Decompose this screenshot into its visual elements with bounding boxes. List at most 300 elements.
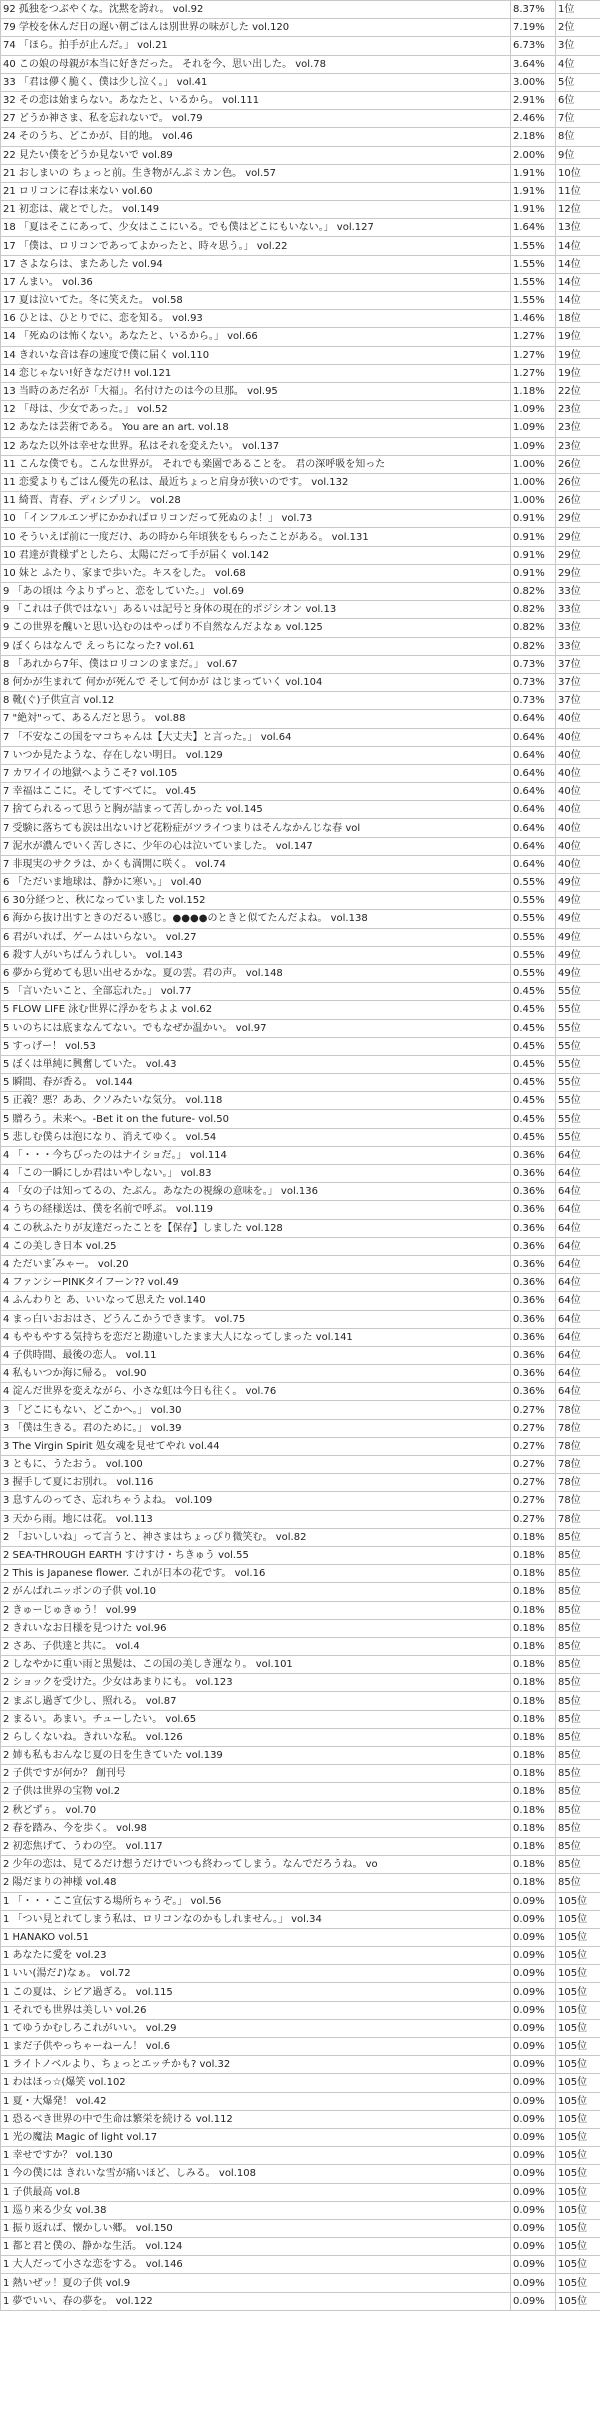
table-row — [1, 746, 600, 764]
row-percent: 0.36% — [511, 1146, 556, 1164]
row-percent: 2.00% — [511, 146, 556, 164]
row-title: 5 悲しむ僕らは泡になり、消えてゆく。 vol.54 — [1, 1128, 511, 1146]
row-rank: 55位 — [556, 1074, 600, 1092]
table-row — [1, 1819, 600, 1837]
table-row — [1, 655, 600, 673]
table-row — [1, 2001, 600, 2019]
table-row — [1, 983, 600, 1001]
row-percent: 1.27% — [511, 328, 556, 346]
row-rank: 19位 — [556, 364, 600, 382]
row-title: 17 んまい。 vol.36 — [1, 273, 511, 291]
row-title: 3 「僕は生きる。君のために。」 vol.39 — [1, 1419, 511, 1437]
row-percent: 1.91% — [511, 201, 556, 219]
row-title: 14 恋じゃない!好きなだけ!! vol.121 — [1, 364, 511, 382]
table-row — [1, 346, 600, 364]
table-row — [1, 182, 600, 200]
row-rank: 64位 — [556, 1365, 600, 1383]
table-row — [1, 146, 600, 164]
row-title: 5 すっげー！ vol.53 — [1, 1037, 511, 1055]
row-percent: 0.64% — [511, 746, 556, 764]
row-title: 6 海から抜け出すときのだるい感じ。●●●●のときと似てたんだよね。 vol.138 — [1, 910, 511, 928]
row-percent: 0.55% — [511, 946, 556, 964]
table-row — [1, 1492, 600, 1510]
table-row — [1, 1528, 600, 1546]
row-rank: 29位 — [556, 510, 600, 528]
row-percent: 1.27% — [511, 364, 556, 382]
row-percent: 0.36% — [511, 1346, 556, 1364]
row-rank: 11位 — [556, 182, 600, 200]
table-row — [1, 1928, 600, 1946]
row-title: 16 ひとは、ひとりでに、恋を知る。 vol.93 — [1, 310, 511, 328]
row-title: 11 綺晋、青春、ディシプリン。 vol.28 — [1, 492, 511, 510]
row-percent: 0.09% — [511, 2219, 556, 2237]
table-row — [1, 364, 600, 382]
row-rank: 64位 — [556, 1274, 600, 1292]
row-percent: 1.18% — [511, 382, 556, 400]
table-row — [1, 1601, 600, 1619]
row-percent: 0.09% — [511, 1910, 556, 1928]
row-title: 7 幸福はここに。そしてすべてに。 vol.45 — [1, 783, 511, 801]
table-row — [1, 673, 600, 691]
row-percent: 0.09% — [511, 2256, 556, 2274]
row-title: 2 きゅーじゅきゅう！ vol.99 — [1, 1601, 511, 1619]
row-rank: 105位 — [556, 1892, 600, 1910]
row-title: 2 ショックを受けた。少女はあまりにも。 vol.123 — [1, 1674, 511, 1692]
row-rank: 19位 — [556, 328, 600, 346]
table-row — [1, 1692, 600, 1710]
row-rank: 55位 — [556, 1019, 600, 1037]
row-title: 8 「あれから7年、僕はロリコンのままだ。」 vol.67 — [1, 655, 511, 673]
table-row — [1, 1747, 600, 1765]
table-row — [1, 382, 600, 400]
table-row — [1, 419, 600, 437]
row-title: 21 ロリコンに春は来ない vol.60 — [1, 182, 511, 200]
row-title: 5 いのちには底まなんてない。でもなぜか温かい。 vol.97 — [1, 1019, 511, 1037]
row-rank: 64位 — [556, 1346, 600, 1364]
row-percent: 0.18% — [511, 1565, 556, 1583]
table-row — [1, 473, 600, 491]
table-row — [1, 1292, 600, 1310]
row-title: 4 「この一瞬にしか君はいやしない。」 vol.83 — [1, 1165, 511, 1183]
row-percent: 0.27% — [511, 1456, 556, 1474]
row-percent: 3.64% — [511, 55, 556, 73]
row-percent: 0.45% — [511, 1037, 556, 1055]
row-percent: 1.55% — [511, 255, 556, 273]
row-percent: 0.45% — [511, 1128, 556, 1146]
table-row — [1, 946, 600, 964]
row-title: 4 「・・・今ちびったのはナイショだ。」 vol.114 — [1, 1146, 511, 1164]
row-title: 2 子供は世界の宝物 vol.2 — [1, 1783, 511, 1801]
table-row — [1, 2128, 600, 2146]
table-row — [1, 1310, 600, 1328]
row-title: 1 「つい見とれてしまう私は、ロリコンなのかもしれません。」 vol.34 — [1, 1910, 511, 1928]
row-percent: 0.73% — [511, 655, 556, 673]
row-rank: 105位 — [556, 2292, 600, 2310]
table-row — [1, 1783, 600, 1801]
table-row — [1, 710, 600, 728]
row-title: 9 ぼくらはなんで えっちになった? vol.61 — [1, 637, 511, 655]
row-percent: 1.55% — [511, 237, 556, 255]
table-row — [1, 1656, 600, 1674]
row-rank: 85位 — [556, 1619, 600, 1637]
row-title: 5 「言いたいこと、全部忘れた。」 vol.77 — [1, 983, 511, 1001]
row-rank: 85位 — [556, 1546, 600, 1564]
row-rank: 14位 — [556, 292, 600, 310]
row-percent: 0.36% — [511, 1365, 556, 1383]
row-title: 10 そういえば前に一度だけ、あの時から年頃狭をもらったことがある。 vol.131 — [1, 528, 511, 546]
row-percent: 0.45% — [511, 1110, 556, 1128]
row-percent: 0.27% — [511, 1492, 556, 1510]
table-row — [1, 2183, 600, 2201]
table-row — [1, 1037, 600, 1055]
row-title: 5 正義？悪？ああ、クソみたいな気分。 vol.118 — [1, 1092, 511, 1110]
row-rank: 64位 — [556, 1255, 600, 1273]
row-rank: 105位 — [556, 1928, 600, 1946]
row-title: 1 熱いぜッ！夏の子供 vol.9 — [1, 2274, 511, 2292]
table-row — [1, 1, 600, 19]
row-title: 1 振り返れば、懐かしい郷。 vol.150 — [1, 2219, 511, 2237]
table-row — [1, 2201, 600, 2219]
row-rank: 19位 — [556, 346, 600, 364]
table-row — [1, 801, 600, 819]
row-title: 1 ライトノベルより、ちょっとエッチかも? vol.32 — [1, 2056, 511, 2074]
row-rank: 78位 — [556, 1492, 600, 1510]
table-row — [1, 1546, 600, 1564]
row-rank: 3位 — [556, 37, 600, 55]
row-title: 9 「これは子供ではない」あるいは記号と身体の現在的ポジシオン vol.13 — [1, 601, 511, 619]
row-title: 79 学校を休んだ日の遅い朝ごはんは別世界の味がした vol.120 — [1, 19, 511, 37]
row-percent: 0.09% — [511, 2110, 556, 2128]
row-percent: 0.36% — [511, 1255, 556, 1273]
row-title: 12 あなた以外は幸せな世界。私はそれを変えたい。 vol.137 — [1, 437, 511, 455]
table-row — [1, 1365, 600, 1383]
row-percent: 0.09% — [511, 1892, 556, 1910]
row-percent: 0.18% — [511, 1837, 556, 1855]
row-percent: 8.37% — [511, 1, 556, 19]
row-rank: 64位 — [556, 1237, 600, 1255]
row-rank: 18位 — [556, 310, 600, 328]
row-title: 10 君達が貴様ずとしたら、太陽にだって手が届く vol.142 — [1, 546, 511, 564]
row-percent: 0.18% — [511, 1747, 556, 1765]
row-percent: 1.09% — [511, 419, 556, 437]
row-percent: 0.64% — [511, 710, 556, 728]
row-percent: 0.45% — [511, 1001, 556, 1019]
table-row — [1, 1565, 600, 1583]
table-row — [1, 1947, 600, 1965]
row-rank: 13位 — [556, 219, 600, 237]
row-percent: 0.09% — [511, 2056, 556, 2074]
table-row — [1, 2092, 600, 2110]
row-percent: 0.09% — [511, 2147, 556, 2165]
row-title: 4 まっ白いおおはさ、どうんこかうできます。 vol.75 — [1, 1310, 511, 1328]
table-row — [1, 2219, 600, 2237]
row-rank: 85位 — [556, 1637, 600, 1655]
table-row — [1, 1346, 600, 1364]
table-row — [1, 455, 600, 473]
row-rank: 49位 — [556, 910, 600, 928]
row-title: 2 らしくないね。きれいな私。 vol.126 — [1, 1728, 511, 1746]
row-percent: 0.09% — [511, 2038, 556, 2056]
row-percent: 0.27% — [511, 1437, 556, 1455]
row-title: 6 夢から覚めても思い出せるかな。夏の雲。君の声。 vol.148 — [1, 964, 511, 982]
table-row — [1, 1965, 600, 1983]
row-rank: 55位 — [556, 1110, 600, 1128]
row-title: 2 秋どずぅ。 vol.70 — [1, 1801, 511, 1819]
row-percent: 0.82% — [511, 619, 556, 637]
row-title: 1 この夏は、シビア過ぎる。 vol.115 — [1, 1983, 511, 2001]
row-percent: 0.36% — [511, 1219, 556, 1237]
table-row — [1, 1474, 600, 1492]
row-percent: 0.09% — [511, 2019, 556, 2037]
row-title: 2 春を踏み、今を歩く。 vol.98 — [1, 1819, 511, 1837]
table-row — [1, 764, 600, 782]
table-row — [1, 437, 600, 455]
row-rank: 105位 — [556, 2147, 600, 2165]
row-percent: 0.55% — [511, 874, 556, 892]
row-rank: 78位 — [556, 1510, 600, 1528]
row-title: 2 子供ですが何か？ 創刊号 — [1, 1765, 511, 1783]
row-percent: 1.46% — [511, 310, 556, 328]
row-title: 2 がんばれニッポンの子供 vol.10 — [1, 1583, 511, 1601]
row-percent: 0.18% — [511, 1765, 556, 1783]
table-row — [1, 2238, 600, 2256]
row-percent: 0.64% — [511, 728, 556, 746]
row-rank: 37位 — [556, 655, 600, 673]
row-rank: 85位 — [556, 1801, 600, 1819]
row-title: 3 「どこにもない、どこかへ。」 vol.30 — [1, 1401, 511, 1419]
row-title: 74 「ほら。拍手が止んだ。」 vol.21 — [1, 37, 511, 55]
row-percent: 1.00% — [511, 455, 556, 473]
row-title: 1 巡り来る少女 vol.38 — [1, 2201, 511, 2219]
table-row — [1, 55, 600, 73]
row-rank: 105位 — [556, 1910, 600, 1928]
table-row — [1, 546, 600, 564]
row-rank: 37位 — [556, 673, 600, 691]
row-percent: 0.55% — [511, 892, 556, 910]
row-percent: 0.09% — [511, 1947, 556, 1965]
row-title: 1 夏・大爆発！ vol.42 — [1, 2092, 511, 2110]
row-title: 10 「インフルエンザにかかればロリコンだって死ぬのよ！」 vol.73 — [1, 510, 511, 528]
table-row — [1, 1419, 600, 1437]
row-percent: 0.55% — [511, 928, 556, 946]
row-title: 5 FLOW LIFE 泳む世界に浮かをちよよ vol.62 — [1, 1001, 511, 1019]
table-row — [1, 601, 600, 619]
row-percent: 0.64% — [511, 855, 556, 873]
table-row — [1, 110, 600, 128]
row-title: 33 「君は儚く脆く、僕は少し泣く。」 vol.41 — [1, 73, 511, 91]
row-percent: 0.09% — [511, 1965, 556, 1983]
row-title: 40 この娘の母親が本当に好きだった。 それを今、思い出した。 vol.78 — [1, 55, 511, 73]
row-percent: 0.09% — [511, 2092, 556, 2110]
row-title: 13 当時のあだ名が「大福」。名付けたのは今の旦那。 vol.95 — [1, 382, 511, 400]
row-percent: 1.55% — [511, 292, 556, 310]
row-rank: 40位 — [556, 728, 600, 746]
row-rank: 105位 — [556, 2019, 600, 2037]
row-title: 18 「夏はそこにあって、少女はここにいる。でも僕はどこにもいない。」 vol.127 — [1, 219, 511, 237]
row-title: 32 その恋は始まらない。あなたと、いるから。 vol.111 — [1, 91, 511, 109]
table-row — [1, 1074, 600, 1092]
table-row — [1, 2274, 600, 2292]
row-title: 2 まるい。あまい。チューしたい。 vol.65 — [1, 1710, 511, 1728]
table-row — [1, 255, 600, 273]
row-title: 2 初恋焦げて、うわの空。 vol.117 — [1, 1837, 511, 1855]
row-percent: 3.00% — [511, 73, 556, 91]
row-title: 1 大人だって小さな恋をする。 vol.146 — [1, 2256, 511, 2274]
table-row — [1, 837, 600, 855]
row-percent: 0.45% — [511, 1019, 556, 1037]
row-percent: 1.91% — [511, 164, 556, 182]
row-percent: 0.18% — [511, 1728, 556, 1746]
row-rank: 33位 — [556, 619, 600, 637]
table-row — [1, 1383, 600, 1401]
row-rank: 105位 — [556, 2128, 600, 2146]
row-title: 2 「おいしいね」って言うと、神さまはちょっぴり微笑む。 vol.82 — [1, 1528, 511, 1546]
row-title: 7 泥水が濃んでいく苦しさに、少年の心は泣いていました。 vol.147 — [1, 837, 511, 855]
table-row — [1, 1456, 600, 1474]
table-row — [1, 1274, 600, 1292]
row-rank: 14位 — [556, 237, 600, 255]
row-rank: 85位 — [556, 1728, 600, 1746]
row-title: 8 何かが生まれて 何かが死んで そして何かが はじまっていく vol.104 — [1, 673, 511, 691]
row-title: 7 "絶対"って、あるんだと思う。 vol.88 — [1, 710, 511, 728]
row-rank: 105位 — [556, 2238, 600, 2256]
row-percent: 0.82% — [511, 583, 556, 601]
row-percent: 1.09% — [511, 437, 556, 455]
row-rank: 105位 — [556, 1965, 600, 1983]
row-percent: 0.09% — [511, 2183, 556, 2201]
row-rank: 29位 — [556, 564, 600, 582]
row-rank: 105位 — [556, 2056, 600, 2074]
table-row — [1, 1092, 600, 1110]
row-title: 3 The Virgin Spirit 処女魂を見せてやれ vol.44 — [1, 1437, 511, 1455]
table-row — [1, 328, 600, 346]
row-percent: 6.73% — [511, 37, 556, 55]
row-title: 11 こんな僕でも。こんな世界が。 それでも楽園であることを。 君の深呼吸を知った — [1, 455, 511, 473]
row-rank: 9位 — [556, 146, 600, 164]
row-rank: 78位 — [556, 1401, 600, 1419]
row-title: 7 カワイイの地獄へようこそ? vol.105 — [1, 764, 511, 782]
row-rank: 85位 — [556, 1710, 600, 1728]
row-percent: 0.91% — [511, 510, 556, 528]
row-percent: 0.18% — [511, 1819, 556, 1837]
row-title: 21 初恋は、歳とでした。 vol.149 — [1, 201, 511, 219]
table-row — [1, 1110, 600, 1128]
row-title: 7 「不安なこの国をマコちゃんは【大丈夫】と言った。」 vol.64 — [1, 728, 511, 746]
row-percent: 0.27% — [511, 1419, 556, 1437]
table-row — [1, 1146, 600, 1164]
row-rank: 64位 — [556, 1183, 600, 1201]
row-rank: 64位 — [556, 1201, 600, 1219]
row-percent: 0.36% — [511, 1165, 556, 1183]
table-row — [1, 1201, 600, 1219]
row-rank: 85位 — [556, 1747, 600, 1765]
row-rank: 29位 — [556, 546, 600, 564]
row-rank: 14位 — [556, 273, 600, 291]
table-row — [1, 964, 600, 982]
row-title: 92 孤独をつぶやくな。沈黙を誇れ。 vol.92 — [1, 1, 511, 19]
row-title: 4 「女の子は知ってるの、たぶん。あなたの視線の意味を。」 vol.136 — [1, 1183, 511, 1201]
row-title: 1 まだ子供やっちゃーねーん！ vol.6 — [1, 2038, 511, 2056]
row-title: 12 あなたは芸術である。 You are an art. vol.18 — [1, 419, 511, 437]
table-row — [1, 692, 600, 710]
row-title: 12 「母は、少女であった。」 vol.52 — [1, 401, 511, 419]
table-row — [1, 1128, 600, 1146]
row-rank: 40位 — [556, 783, 600, 801]
row-title: 7 受験に落ちても涙は出ないけど花粉症がツライつまりはそんなかんじな春 vol — [1, 819, 511, 837]
row-rank: 78位 — [556, 1474, 600, 1492]
row-title: 4 子供時間、最後の恋人。 vol.11 — [1, 1346, 511, 1364]
row-title: 9 「あの頃は 今よりずっと、恋をしていた。」 vol.69 — [1, 583, 511, 601]
row-percent: 7.19% — [511, 19, 556, 37]
row-rank: 23位 — [556, 401, 600, 419]
row-title: 4 私もいつか海に帰る。 vol.90 — [1, 1365, 511, 1383]
row-rank: 4位 — [556, 55, 600, 73]
row-rank: 12位 — [556, 201, 600, 219]
row-title: 24 そのうち、どこかが、目的地。 vol.46 — [1, 128, 511, 146]
table-row — [1, 910, 600, 928]
table-row — [1, 1401, 600, 1419]
row-percent: 0.64% — [511, 764, 556, 782]
row-percent: 0.18% — [511, 1674, 556, 1692]
row-title: 8 靴(ぐ)子供宣言 vol.12 — [1, 692, 511, 710]
table-row — [1, 855, 600, 873]
table-row — [1, 619, 600, 637]
row-title: 11 恋愛よりもごはん優先の私は、最近ちょっと肩身が狭いのです。 vol.132 — [1, 473, 511, 491]
table-row — [1, 1055, 600, 1073]
table-row — [1, 492, 600, 510]
row-percent: 0.18% — [511, 1783, 556, 1801]
row-rank: 64位 — [556, 1219, 600, 1237]
table-row — [1, 1001, 600, 1019]
row-percent: 0.27% — [511, 1474, 556, 1492]
row-rank: 33位 — [556, 637, 600, 655]
row-rank: 55位 — [556, 1001, 600, 1019]
row-rank: 55位 — [556, 1055, 600, 1073]
table-row — [1, 1237, 600, 1255]
row-percent: 0.36% — [511, 1328, 556, 1346]
row-rank: 26位 — [556, 492, 600, 510]
table-row — [1, 1892, 600, 1910]
table-row — [1, 273, 600, 291]
row-rank: 49位 — [556, 964, 600, 982]
row-percent: 1.27% — [511, 346, 556, 364]
row-rank: 105位 — [556, 2092, 600, 2110]
row-rank: 26位 — [556, 473, 600, 491]
row-rank: 64位 — [556, 1383, 600, 1401]
row-title: 9 この世界を醜いと思い込むのはやっぱり不自然なんだよなぁ vol.125 — [1, 619, 511, 637]
row-rank: 14位 — [556, 255, 600, 273]
row-percent: 0.18% — [511, 1619, 556, 1637]
table-row — [1, 310, 600, 328]
row-title: 1 幸せですか？ vol.130 — [1, 2147, 511, 2165]
row-title: 7 捨てられるって思うと胸が詰まって苦しかった vol.145 — [1, 801, 511, 819]
row-rank: 49位 — [556, 892, 600, 910]
row-percent: 1.00% — [511, 492, 556, 510]
row-percent: 1.55% — [511, 273, 556, 291]
row-percent: 0.55% — [511, 910, 556, 928]
table-row — [1, 237, 600, 255]
table-row — [1, 1619, 600, 1637]
row-rank: 105位 — [556, 1947, 600, 1965]
row-percent: 0.36% — [511, 1310, 556, 1328]
table-row — [1, 510, 600, 528]
row-title: 4 うちの経様送は、僕を名前で呼ぶ。 vol.119 — [1, 1201, 511, 1219]
row-percent: 0.09% — [511, 2074, 556, 2092]
row-percent: 0.27% — [511, 1510, 556, 1528]
row-rank: 55位 — [556, 1037, 600, 1055]
row-rank: 85位 — [556, 1674, 600, 1692]
row-rank: 85位 — [556, 1601, 600, 1619]
